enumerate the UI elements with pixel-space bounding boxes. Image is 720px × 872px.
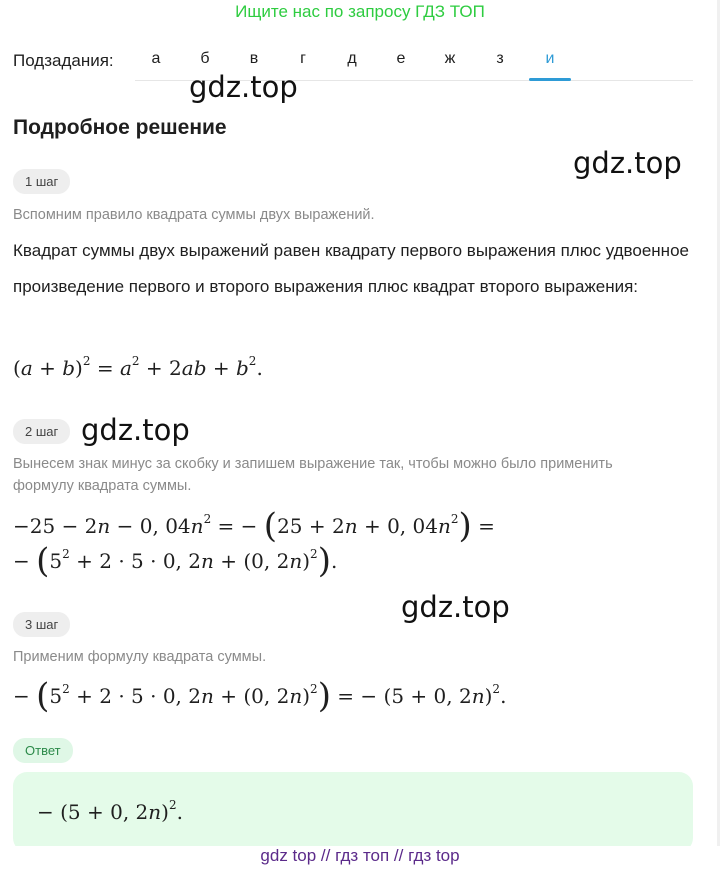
watermark: gdz.top <box>189 70 298 104</box>
step-text: Квадрат суммы двух выражений равен квадрату первого выражения плюс удвоенное произведение первого и второго выражения плюс квадрат второго выражения: <box>13 241 689 296</box>
tab-e[interactable]: е <box>396 50 406 67</box>
watermark: gdz.top <box>81 413 190 447</box>
step-hint: Вынесем знак минус за скобку и запишем выражение так, чтобы можно было применить формулу квадрата суммы. <box>13 456 613 494</box>
active-tab-indicator <box>529 78 571 81</box>
tab-b[interactable]: б <box>200 50 210 67</box>
tab-i[interactable]: и <box>545 50 555 67</box>
watermark: gdz.top <box>401 590 510 624</box>
answer-badge: Ответ <box>13 738 73 763</box>
step-badge: 1 шаг <box>13 169 70 194</box>
subtasks-label: Подзадания: <box>13 51 114 70</box>
tab-z[interactable]: з <box>496 50 504 67</box>
watermark: gdz.top <box>573 146 682 180</box>
step-badge: 2 шаг <box>13 419 70 444</box>
answer-box <box>13 772 693 852</box>
tab-g[interactable]: г <box>300 50 306 67</box>
formula-step2-line1: −25 − 2n − 0, $04n^2$ = − (25 + 2n + 0, $04n^2$) = <box>13 506 495 546</box>
tab-zh[interactable]: ж <box>444 50 456 67</box>
tab-a[interactable]: а <box>151 50 161 67</box>
formula-square-of-sum: $(a + b)^2 = a^2 + 2ab + b^2$. <box>13 354 263 380</box>
footer-links[interactable]: gdz top // гдз топ // гдз top <box>0 846 720 872</box>
top-banner: Ищите нас по запросу ГДЗ ТОП <box>235 2 485 21</box>
section-title: Подробное решение <box>13 116 227 139</box>
answer-formula: − (5 + 0, 2n)$^2$. <box>37 798 183 824</box>
tab-d[interactable]: д <box>347 50 357 67</box>
formula-step2-line2: − ($5^2 + 2 \cdot 5 \cdot 0$, 2n + (0, 2n)$^2$). <box>13 541 338 581</box>
tab-v[interactable]: в <box>249 50 259 67</box>
formula-step3: − ($5^2 + 2 \cdot 5 \cdot 0$, 2n + (0, 2n)$^2$) = − (5 + 0, 2n)$^2$. <box>13 676 507 716</box>
step-hint: Вспомним правило квадрата суммы двух выражений. <box>13 207 375 223</box>
step-badge: 3 шаг <box>13 612 70 637</box>
step-hint: Применим формулу квадрата суммы. <box>13 649 267 665</box>
